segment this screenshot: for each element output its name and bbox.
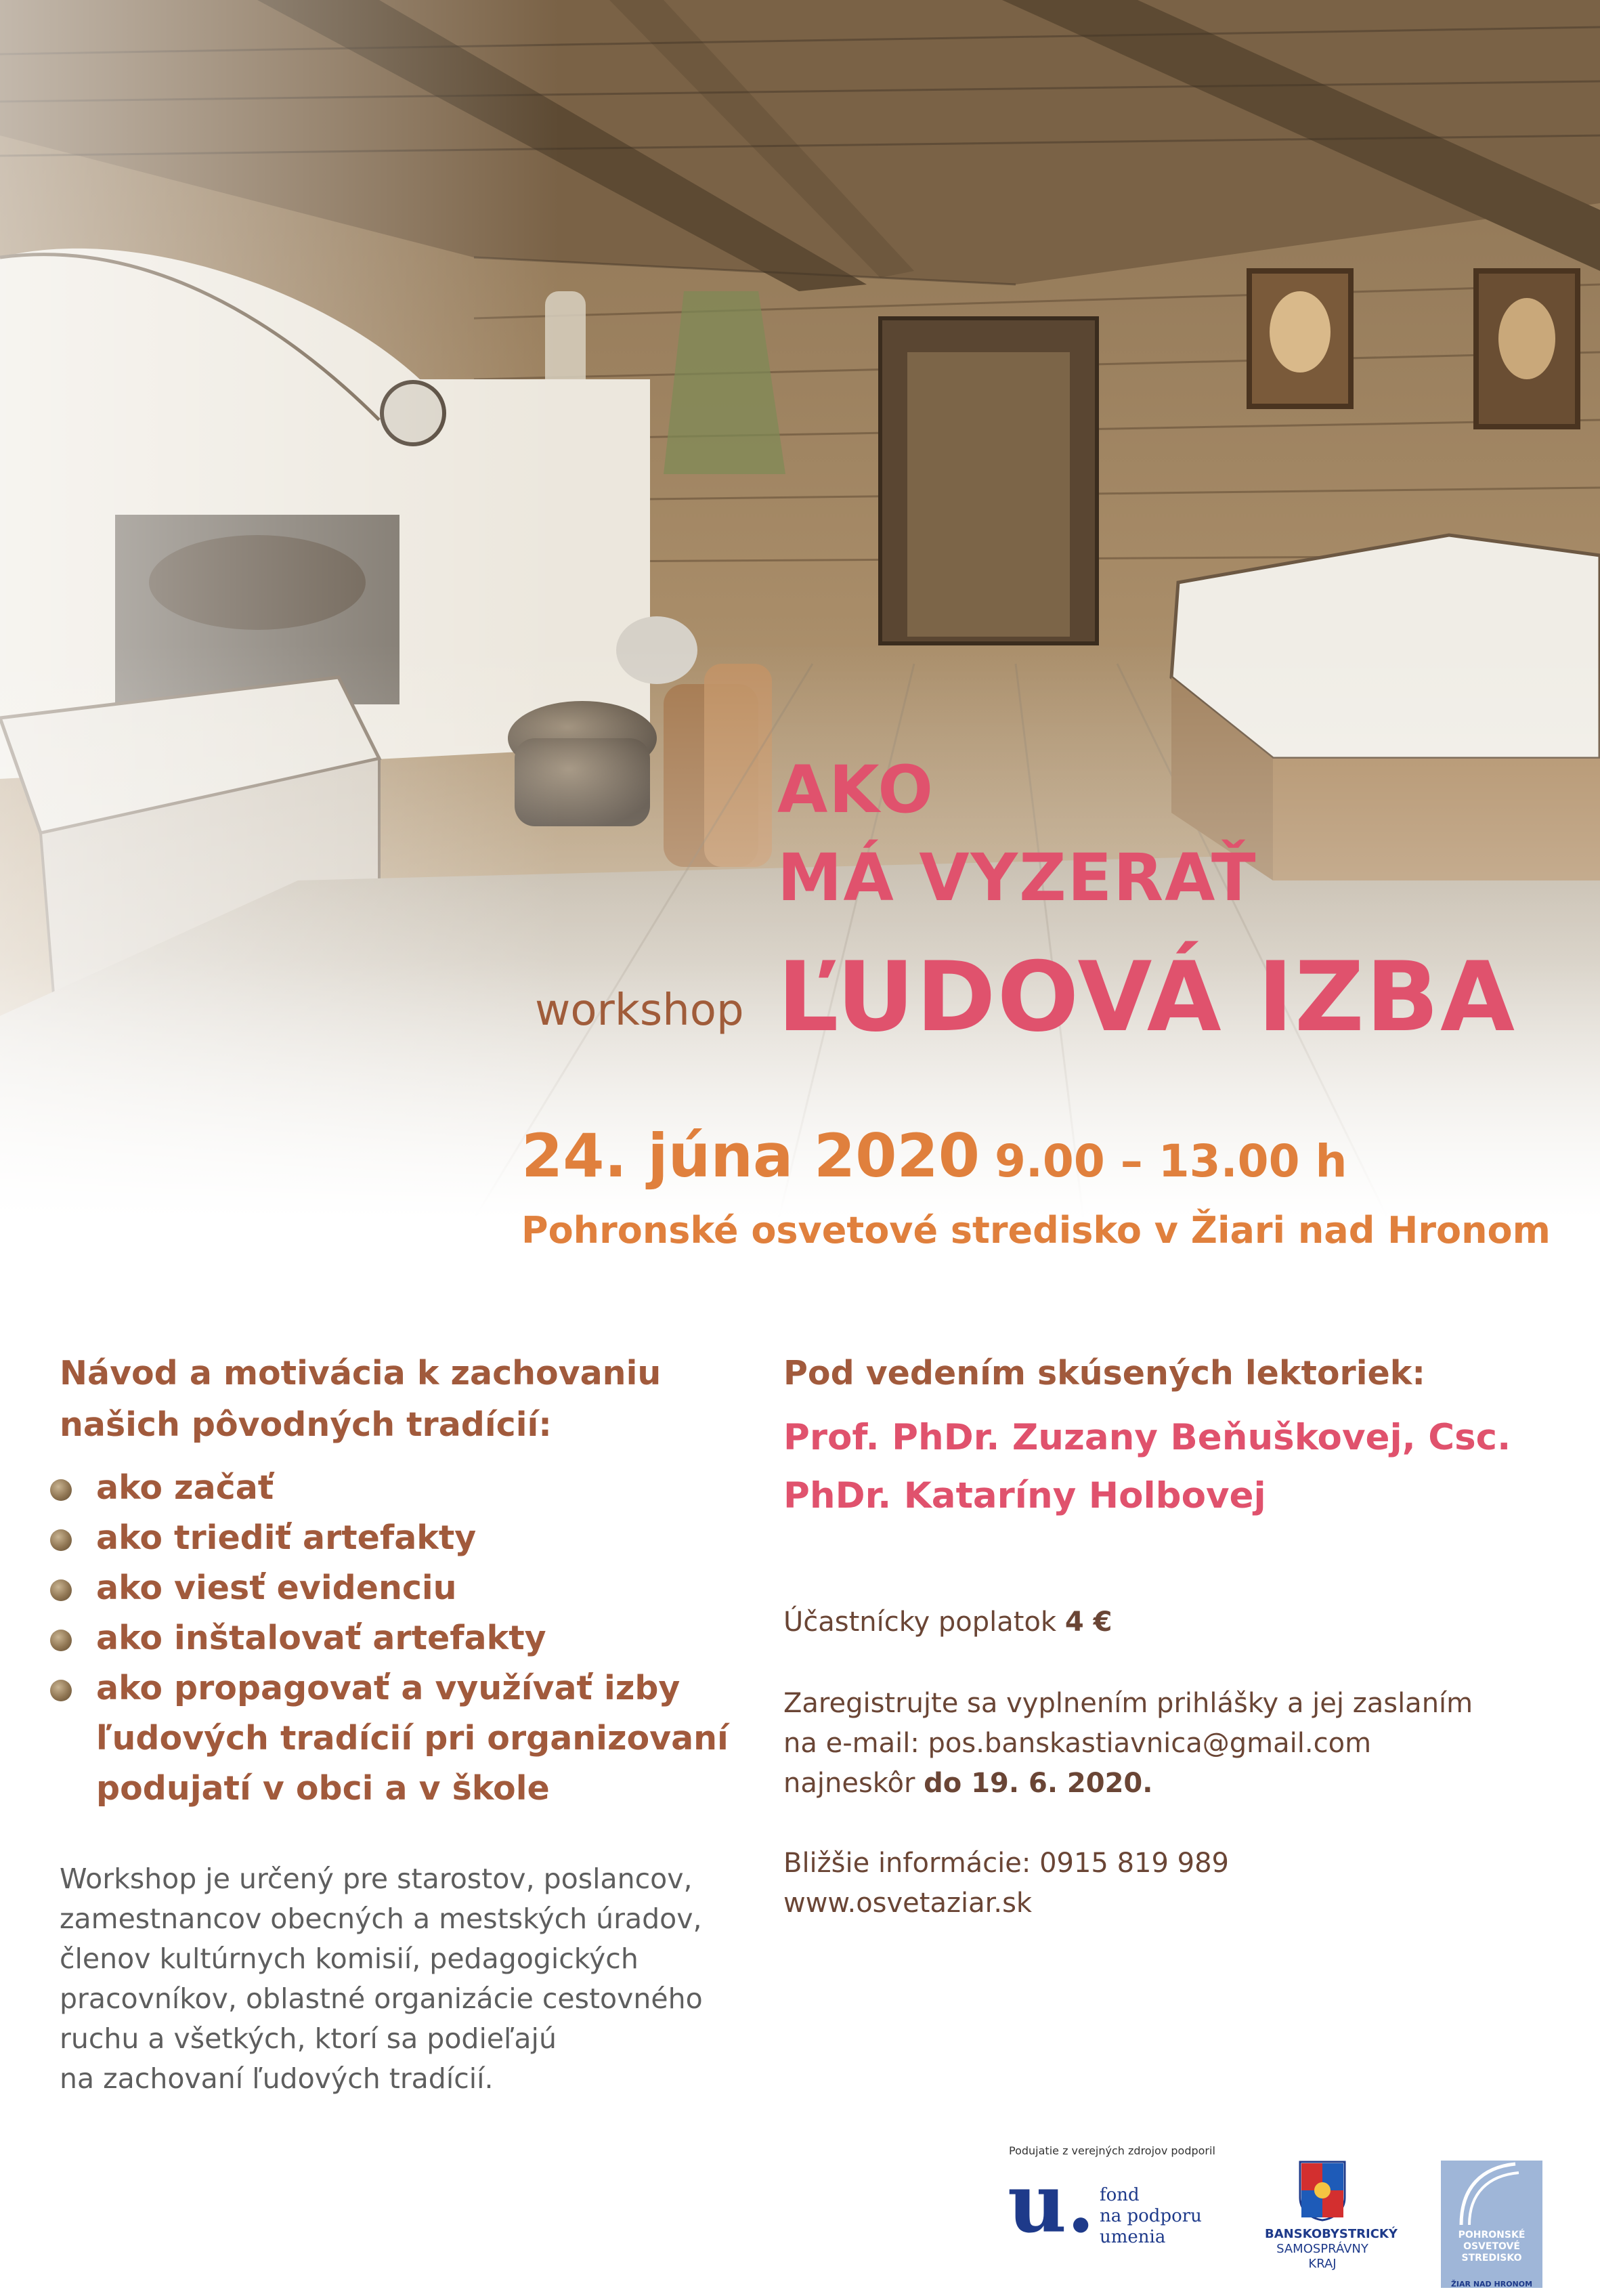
bullet-dot-icon (50, 1529, 72, 1551)
fond-logo-text: fond na podporu umenia (1100, 2185, 1202, 2247)
lecturer-name: Prof. PhDr. Zuzany Beňuškovej, Csc. (783, 1417, 1511, 1458)
event-date: 24. júna 2020 (521, 1121, 980, 1191)
fee-value: 4 € (1064, 1607, 1112, 1638)
title-line-3: ĽUDOVÁ IZBA (777, 941, 1517, 1053)
participation-fee: Účastnícky poplatok 4 € (783, 1607, 1112, 1638)
event-time: 9.00 – 13.00 h (994, 1135, 1347, 1187)
list-item-continuation: ľudových tradícií pri organizovaní (96, 1719, 729, 1758)
pos-ziar-logo (1441, 2161, 1542, 2288)
contact-phone: Bližšie informácie: 0915 819 989 (783, 1848, 1230, 1879)
event-date-time (521, 1121, 1347, 1191)
title-line-1: AKO (777, 752, 934, 828)
list-item-continuation: podujatí v obci a v škole (96, 1769, 550, 1808)
pos-logo-text: POHRONSKÉ OSVETOVÉ STREDISKO (1458, 2230, 1526, 2263)
bullet-dot-icon (50, 1680, 72, 1701)
audience-description: Workshop je určený pre starostov, poslancov, zamestnancov obecných a mestských úradov, členov kultúrnych komisií, pedagogických pracovníkov, oblastné organizácie cestovného ruchu a všetkých, ktorí sa podieľajú na zachovaní ľudových tradícií. (60, 1863, 703, 2095)
left-column (60, 1348, 777, 1814)
lecturers-heading: Pod vedením skúsených lektoriek: (783, 1354, 1425, 1393)
contact-info (783, 1844, 1229, 1923)
fond-na-podporu-umenia-logo: u. (1008, 2156, 1096, 2251)
bullet-dot-icon (50, 1579, 72, 1601)
bbsk-logo-text: BANSKOBYSTRICKÝ SAMOSPRÁVNY KRAJ (1265, 2227, 1398, 2271)
lecturer-name: PhDr. Kataríny Holbovej (783, 1475, 1266, 1516)
event-venue: Pohronské osvetové stredisko v Žiari nad Hronom (521, 1209, 1551, 1252)
registration-email-line[interactable]: na e-mail: pos.banskastiavnica@gmail.com (783, 1728, 1372, 1759)
list-item: ako začať (50, 1463, 777, 1513)
title-line-2: MÁ VYZERAŤ (777, 840, 1257, 916)
workshop-label: workshop (535, 985, 744, 1036)
intro-line-2: našich pôvodných tradícií: (60, 1405, 552, 1444)
right-column (783, 1348, 1562, 1525)
bullet-dot-icon (50, 1630, 72, 1651)
topics-list (50, 1463, 777, 1814)
intro-heading (60, 1348, 777, 1451)
list-item: ako viesť evidenciu (50, 1563, 777, 1613)
registration-deadline: do 19. 6. 2020. (924, 1768, 1153, 1799)
bbsk-crest-icon (1299, 2161, 1346, 2224)
website-link[interactable]: www.osvetaziar.sk (783, 1888, 1033, 1919)
bullet-dot-icon (50, 1479, 72, 1501)
supported-by-note: Podujatie z verejných zdrojov podporil (1009, 2144, 1215, 2157)
registration-info: Zaregistrujte sa vyplnením prihlášky a jej zaslaním na e-mail: pos.banskastiavnica@gmail.com najneskôr do 19. 6. 2020. (783, 1688, 1473, 1799)
intro-line-1: Návod a motivácia k zachovaniu (60, 1354, 662, 1393)
list-item: ako triediť artefakty (50, 1513, 777, 1563)
list-item: ako inštalovať artefakty (50, 1613, 777, 1663)
pos-logo-subtitle: ŽIAR NAD HRONOM (1450, 2280, 1533, 2289)
list-item: ako propagovať a využívať izby (50, 1663, 777, 1714)
